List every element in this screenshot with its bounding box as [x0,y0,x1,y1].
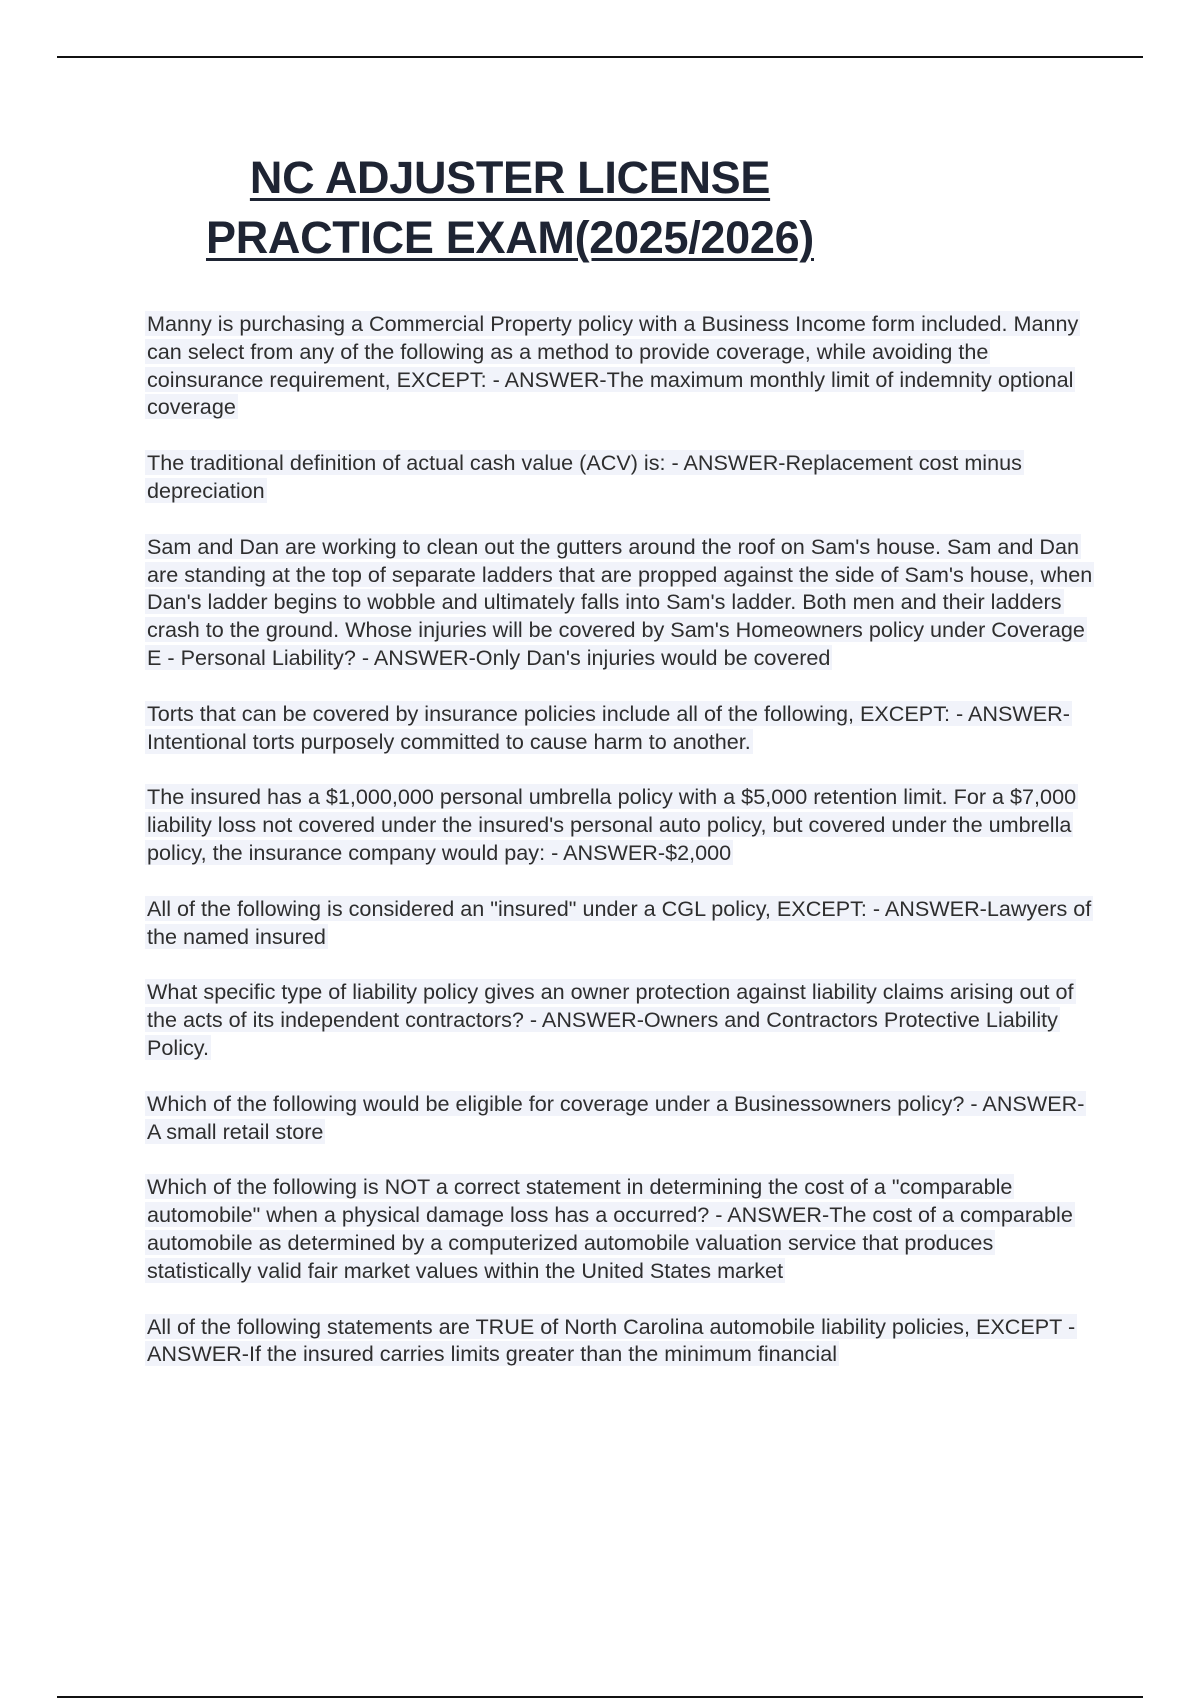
qa-item [145,1090,1093,1146]
qa-item [145,895,1093,951]
qa-text: The traditional definition of actual cash value (ACV) is: - ANSWER-Replacement cost minus depreciation [147,450,1022,503]
qa-text: All of the following statements are TRUE of North Carolina automobile liability policies, EXCEPT - ANSWER-If the insured carries limits greater than the minimum financial [147,1313,1076,1367]
top-rule [57,56,1143,58]
qa-text: Sam and Dan are working to clean out the gutters around the roof on Sam's house. Sam and Dan are standing at the top of separate ladders that are propped against the side of Sam's house, when Dan's ladder begins to wobble and ultimately falls into Sam's ladder. Both men and their ladders crash to the ground. Whose injuries will be covered by Sam's Homeowners policy under Coverage E - Personal Liability? - ANSWER-Only Dan's injuries would be covered [147,533,1093,670]
qa-text: The insured has a $1,000,000 personal umbrella policy with a $5,000 retention limit. For a $7,000 liability loss not covered under the insured's personal auto policy, but covered under the umbrella policy, the insurance company would pay: - ANSWER-$2,000 [147,784,1077,865]
qa-text: What specific type of liability policy gives an owner protection against liability claims arising out of the acts of its independent contractors? - ANSWER-Owners and Contractors Protective Liability Policy. [147,979,1074,1060]
bottom-rule [57,1696,1143,1698]
qa-text: Which of the following is NOT a correct statement in determining the cost of a "comparable automobile" when a physical damage loss has a occurred? - ANSWER-The cost of a comparable automobile as determined by a computerized automobile valuation service that produces statistically valid fair market values within the United States market [147,1174,1073,1283]
qa-text: Manny is purchasing a Commercial Property policy with a Business Income form included. Manny can select from any of the following as a method to provide coverage, while avoiding the coinsurance requirement, EXCEPT: - ANSWER-The maximum monthly limit of indemnity optional coverage [147,311,1079,420]
qa-item [145,1313,1093,1369]
qa-text: Which of the following would be eligible for coverage under a Businessowners policy? - ANSWER-A small retail store [147,1090,1085,1144]
qa-item [145,783,1093,866]
qa-item [145,533,1093,672]
title-line-1: NC ADJUSTER LICENSE [249,152,771,203]
title-line-2: PRACTICE EXAM(2025/2026) [205,212,814,263]
qa-text: Torts that can be covered by insurance policies include all of the following, EXCEPT: - ANSWER-Intentional torts purposely committed to cause harm to another. [147,700,1070,754]
document-title [0,148,1020,268]
qa-list [145,310,1093,1396]
qa-item [145,1173,1093,1284]
qa-text: All of the following is considered an "insured" under a CGL policy, EXCEPT: - ANSWER-Lawyers of the named insured [147,895,1092,949]
qa-item [145,310,1093,421]
qa-item [145,449,1093,505]
qa-item [145,978,1093,1061]
qa-item [145,700,1093,756]
